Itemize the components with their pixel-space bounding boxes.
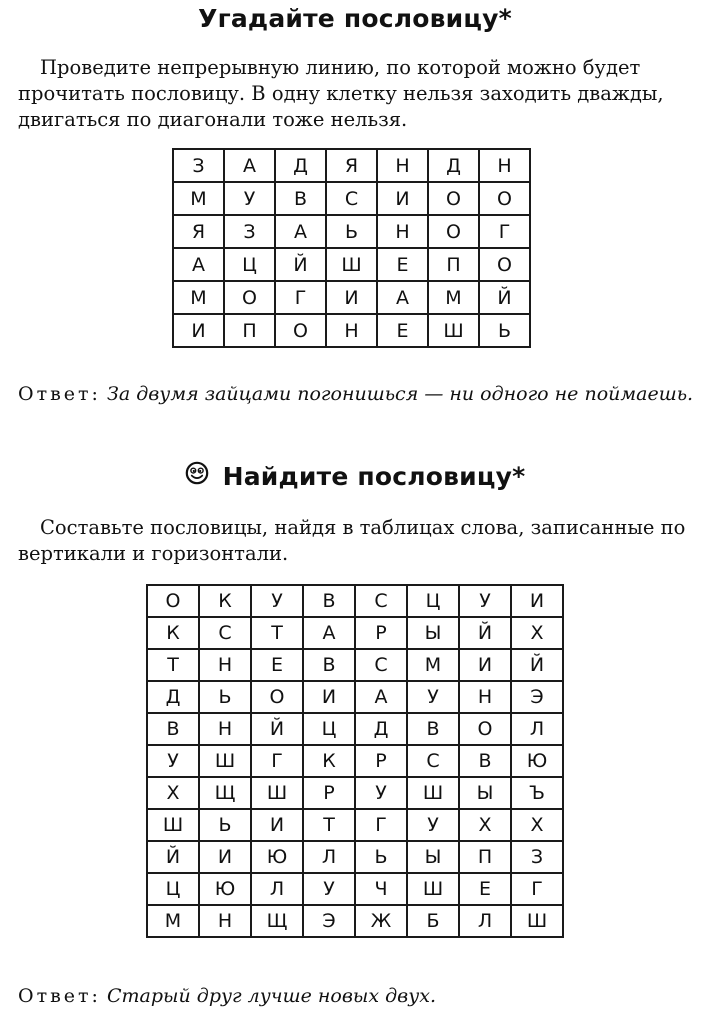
grid-cell: Й	[459, 617, 511, 649]
grid-cell: Ш	[326, 248, 377, 281]
grid-cell: М	[428, 281, 479, 314]
grid-cell: Н	[326, 314, 377, 347]
grid-row	[147, 649, 563, 681]
grid-cell: Р	[355, 745, 407, 777]
grid-cell: Ь	[199, 681, 251, 713]
grid-row	[147, 905, 563, 937]
grid-cell: Г	[511, 873, 563, 905]
grid-cell: Е	[251, 649, 303, 681]
grid-cell: Н	[377, 215, 428, 248]
grid-cell: Ш	[251, 777, 303, 809]
grid-cell: Л	[251, 873, 303, 905]
grid-cell: Ы	[459, 777, 511, 809]
grid-cell: Ы	[407, 841, 459, 873]
grid-cell: С	[407, 745, 459, 777]
grid-cell: О	[275, 314, 326, 347]
grid-cell: Г	[479, 215, 530, 248]
grid-cell: В	[303, 649, 355, 681]
grid-cell: Э	[303, 905, 355, 937]
grid-cell: О	[479, 182, 530, 215]
grid-cell: Э	[511, 681, 563, 713]
grid-cell: А	[303, 617, 355, 649]
grid-cell: У	[147, 745, 199, 777]
grid-row	[147, 681, 563, 713]
grid-cell: Б	[407, 905, 459, 937]
grid-cell: С	[326, 182, 377, 215]
grid-cell: М	[147, 905, 199, 937]
grid-row	[147, 777, 563, 809]
grid-cell: Т	[303, 809, 355, 841]
grid-row	[147, 617, 563, 649]
grid-row	[147, 809, 563, 841]
grid-cell: С	[355, 585, 407, 617]
grid-cell: У	[251, 585, 303, 617]
answer-text: За двумя зайцами погонишься — ни одного не поймаешь.	[107, 383, 694, 405]
grid-cell: А	[377, 281, 428, 314]
grid-cell: М	[173, 281, 224, 314]
grid-cell: К	[147, 617, 199, 649]
grid-cell: Й	[147, 841, 199, 873]
grid-cell: О	[479, 248, 530, 281]
grid-cell: Л	[511, 713, 563, 745]
grid-cell: И	[511, 585, 563, 617]
letter-grid-1	[172, 148, 531, 348]
grid-cell: К	[303, 745, 355, 777]
grid-cell: П	[459, 841, 511, 873]
grid-cell: И	[326, 281, 377, 314]
grid-cell: О	[224, 281, 275, 314]
grid-cell: Ш	[147, 809, 199, 841]
grid-row	[173, 182, 530, 215]
grid-cell: Ю	[251, 841, 303, 873]
letter-grid-2	[146, 584, 564, 938]
grid-cell: З	[224, 215, 275, 248]
grid-row	[147, 841, 563, 873]
grid-cell: Х	[147, 777, 199, 809]
grid-row	[173, 248, 530, 281]
grid-cell: У	[459, 585, 511, 617]
grid-cell: Ю	[511, 745, 563, 777]
grid-cell: У	[407, 809, 459, 841]
grid-row	[173, 281, 530, 314]
grid-cell: А	[224, 149, 275, 182]
grid-cell: Я	[326, 149, 377, 182]
grid-cell: Л	[303, 841, 355, 873]
section-1-title	[0, 4, 710, 33]
grid-cell: Х	[459, 809, 511, 841]
grid-cell: П	[428, 248, 479, 281]
grid-cell: В	[147, 713, 199, 745]
grid-cell: Ъ	[511, 777, 563, 809]
grid-cell: Й	[479, 281, 530, 314]
grid-cell: Щ	[199, 777, 251, 809]
grid-cell: У	[303, 873, 355, 905]
grid-cell: Д	[428, 149, 479, 182]
section-1-answer	[18, 383, 708, 405]
grid-cell: Ж	[355, 905, 407, 937]
grid-cell: А	[173, 248, 224, 281]
grid-cell: Е	[377, 314, 428, 347]
grid-cell: Н	[479, 149, 530, 182]
grid-cell: М	[173, 182, 224, 215]
grid-cell: О	[147, 585, 199, 617]
grid-cell: Д	[355, 713, 407, 745]
grid-cell: С	[199, 617, 251, 649]
grid-cell: И	[377, 182, 428, 215]
grid-cell: Й	[251, 713, 303, 745]
grid-cell: Д	[147, 681, 199, 713]
grid-cell: Ы	[407, 617, 459, 649]
grid-cell: О	[428, 182, 479, 215]
grid-cell: Г	[275, 281, 326, 314]
grid-cell: Л	[459, 905, 511, 937]
grid-cell: О	[459, 713, 511, 745]
grid-cell: К	[199, 585, 251, 617]
grid-cell: Ш	[407, 777, 459, 809]
grid-cell: З	[511, 841, 563, 873]
grid-row	[173, 215, 530, 248]
grid-cell: Я	[173, 215, 224, 248]
grid-cell: Ц	[224, 248, 275, 281]
grid-cell: Х	[511, 809, 563, 841]
grid-cell: В	[459, 745, 511, 777]
answer-label: Ответ:	[18, 985, 101, 1007]
grid-row	[147, 745, 563, 777]
grid-cell: Т	[147, 649, 199, 681]
grid-cell: Н	[459, 681, 511, 713]
grid-cell: И	[303, 681, 355, 713]
grid-cell: Ш	[428, 314, 479, 347]
grid-cell: И	[251, 809, 303, 841]
section-2-answer	[18, 985, 708, 1007]
grid-cell: Н	[199, 713, 251, 745]
grid-cell: Ч	[355, 873, 407, 905]
grid-cell: П	[224, 314, 275, 347]
grid-cell: Г	[355, 809, 407, 841]
section-2-title-text: Найдите пословицу*	[222, 462, 526, 491]
section-2-title	[0, 462, 710, 493]
grid-cell: С	[355, 649, 407, 681]
grid-cell: Ь	[355, 841, 407, 873]
grid-cell: О	[251, 681, 303, 713]
grid-cell: М	[407, 649, 459, 681]
grid-cell: В	[407, 713, 459, 745]
section-1-title-text: Угадайте пословицу*	[198, 4, 512, 33]
section-1-instructions: Проведите непрерывную линию, по которой можно будет прочитать пословицу. В одну клетку нельзя заходить дважды, двигаться по диагонали тоже нельзя.	[18, 56, 664, 131]
answer-label: Ответ:	[18, 383, 101, 405]
grid-cell: И	[173, 314, 224, 347]
grid-cell: Н	[199, 649, 251, 681]
grid-cell: Ш	[199, 745, 251, 777]
grid-cell: В	[303, 585, 355, 617]
section-2-instructions: Составьте пословицы, найдя в таблицах слова, записанные по вертикали и горизонтали.	[18, 516, 686, 565]
answer-text: Старый друг лучше новых двух.	[107, 985, 437, 1007]
grid-cell: Ь	[199, 809, 251, 841]
smiley-face-icon	[185, 461, 209, 491]
grid-cell: У	[355, 777, 407, 809]
grid-cell: А	[275, 215, 326, 248]
grid-cell: Й	[511, 649, 563, 681]
grid-cell: Й	[275, 248, 326, 281]
grid-row	[147, 873, 563, 905]
grid-cell: Ш	[511, 905, 563, 937]
grid-row	[147, 713, 563, 745]
grid-cell: Ь	[326, 215, 377, 248]
grid-cell: Р	[303, 777, 355, 809]
grid-row	[147, 585, 563, 617]
grid-cell: О	[428, 215, 479, 248]
grid-cell: Х	[511, 617, 563, 649]
grid-cell: Ь	[479, 314, 530, 347]
grid-cell: Н	[377, 149, 428, 182]
grid-cell: Щ	[251, 905, 303, 937]
grid-cell: Е	[459, 873, 511, 905]
grid-cell: И	[459, 649, 511, 681]
grid-cell: Г	[251, 745, 303, 777]
grid-row	[173, 314, 530, 347]
grid-cell: Ц	[407, 585, 459, 617]
grid-cell: Ц	[303, 713, 355, 745]
grid-cell: Д	[275, 149, 326, 182]
grid-cell: Ш	[407, 873, 459, 905]
grid-cell: З	[173, 149, 224, 182]
grid-cell: Т	[251, 617, 303, 649]
grid-cell: В	[275, 182, 326, 215]
grid-cell: Р	[355, 617, 407, 649]
grid-cell: Н	[199, 905, 251, 937]
grid-row	[173, 149, 530, 182]
grid-cell: А	[355, 681, 407, 713]
grid-cell: У	[407, 681, 459, 713]
grid-cell: Ю	[199, 873, 251, 905]
grid-cell: Ц	[147, 873, 199, 905]
grid-cell: И	[199, 841, 251, 873]
grid-cell: У	[224, 182, 275, 215]
grid-cell: Е	[377, 248, 428, 281]
